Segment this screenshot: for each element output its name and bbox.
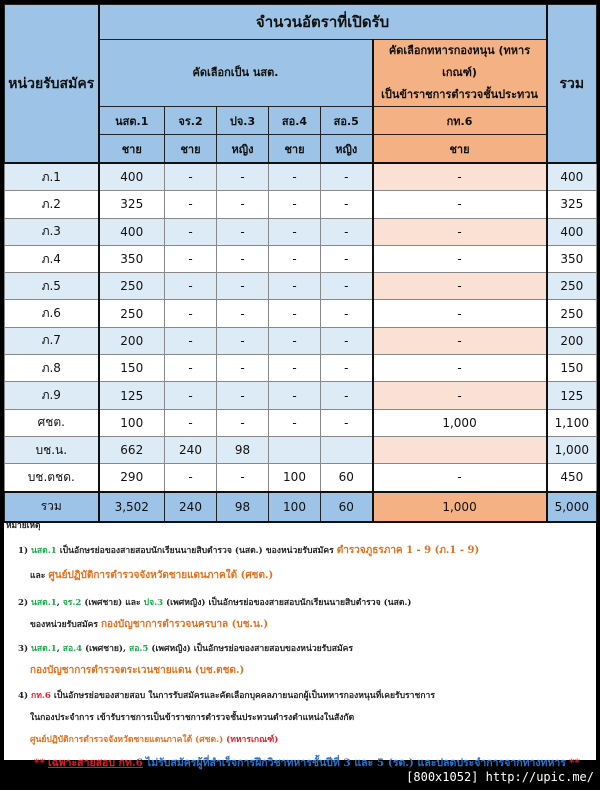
unit-cell: ภ.3 <box>5 218 99 245</box>
warning-text: ไม่รับสมัครผู้ที่สำเร็จการฝึกวิชาทหารชั้นปีที่ 3 และ 5 (รด.) และปลดประจำการจากทางทหาร <box>145 757 566 769</box>
value-cell: 60 <box>321 464 373 492</box>
note-code: จร.2 <box>62 598 82 608</box>
note-text: เป็นอักษรย่อของสายสอบ ในการรับสมัครและคัดเลือกบุคคลภายนอกผู้เป็นทหารกองหนุนที่เคยรับราชการ <box>53 691 435 701</box>
note-number: 2) <box>18 598 29 608</box>
table-row <box>5 163 597 191</box>
note-3-cont <box>30 663 244 678</box>
note-code: สอ.4 <box>62 644 83 654</box>
unit-cell: ภ.4 <box>5 245 99 272</box>
table-row <box>5 300 597 327</box>
value-cell: - <box>217 218 269 245</box>
note-text: เป็นอักษรย่อของสายสอบนักเรียนนายสิบตำรวจ (นสต.) ของหน่วยรับสมัคร <box>59 546 334 556</box>
value-cell: - <box>269 409 321 436</box>
totals-row <box>5 492 597 522</box>
value-cell: - <box>321 327 373 354</box>
value-cell: - <box>217 327 269 354</box>
table-row <box>5 218 597 245</box>
table-title: จำนวนอัตราที่เปิดรับ <box>99 5 547 40</box>
unit-cell: ภ.5 <box>5 273 99 300</box>
sex-header: หญิง <box>217 135 269 164</box>
value-cell: - <box>269 273 321 300</box>
group-kt-line1: คัดเลือกทหารกองหนุน (ทหารเกณฑ์) <box>388 44 531 79</box>
value-cell: - <box>373 273 547 300</box>
value-cell: - <box>373 464 547 492</box>
warning-label: เฉพาะสายสอบ กท.6 <box>47 757 143 769</box>
value-cell: - <box>217 409 269 436</box>
note-number: 3) <box>18 644 29 654</box>
value-cell: - <box>217 245 269 272</box>
value-cell: - <box>321 382 373 409</box>
note-number: 1) <box>18 546 29 556</box>
total-cell: 98 <box>217 492 269 522</box>
table-row <box>5 191 597 218</box>
grand-total-cell: 5,000 <box>547 492 597 522</box>
row-total-cell: 200 <box>547 327 597 354</box>
value-cell: - <box>321 245 373 272</box>
note-code: กท.6 <box>31 691 51 701</box>
code-header: ปจ.3 <box>217 107 269 135</box>
value-cell: 400 <box>99 218 165 245</box>
value-cell: - <box>165 245 217 272</box>
value-cell: - <box>373 163 547 191</box>
table-row <box>5 464 597 492</box>
table-row <box>5 355 597 382</box>
value-cell: - <box>165 409 217 436</box>
note-1-cont <box>30 568 273 583</box>
note-unit: กองบัญชาการตำรวจนครบาล (บช.น.) <box>100 619 269 630</box>
code-header: สอ.5 <box>321 107 373 135</box>
table-row <box>5 245 597 272</box>
asterisk-icon: ** <box>568 757 580 769</box>
sex-header: หญิง <box>321 135 373 164</box>
unit-cell: ภ.7 <box>5 327 99 354</box>
value-cell: - <box>321 273 373 300</box>
total-cell: 240 <box>165 492 217 522</box>
value-cell: 240 <box>165 436 217 463</box>
note-text: (เพศชาย), <box>85 644 126 654</box>
value-cell: - <box>321 218 373 245</box>
value-cell: - <box>269 163 321 191</box>
note-text: ในกองประจำการ เข้ารับราชการเป็นข้าราชการตำรวจชั้นประทวนดำรงตำแหน่งในสังกัด <box>30 713 355 723</box>
table-row <box>5 273 597 300</box>
asterisk-icon: ** <box>34 757 45 769</box>
note-number: 4) <box>18 691 29 701</box>
value-cell <box>321 436 373 463</box>
note-2: 2) นสต.1, จร.2 (เพศชาย) และ ปจ.3 (เพศหญิง) เป็นอักษรย่อของสายสอบนักเรียนนายสิบตำรวจ (นสต.) <box>18 598 412 608</box>
value-cell: - <box>217 300 269 327</box>
code-header: จร.2 <box>165 107 217 135</box>
value-cell: - <box>269 355 321 382</box>
note-tag: (ทหารเกณฑ์) <box>226 735 279 745</box>
value-cell <box>269 436 321 463</box>
unit-cell: ภ.8 <box>5 355 99 382</box>
quota-table <box>4 4 597 523</box>
value-cell: - <box>269 218 321 245</box>
value-cell: - <box>373 245 547 272</box>
value-cell: - <box>269 382 321 409</box>
row-total-cell: 1,100 <box>547 409 597 436</box>
row-total-cell: 350 <box>547 245 597 272</box>
notes-heading: หมายเหตุ <box>6 520 41 530</box>
note-4 <box>18 688 435 702</box>
row-total-cell: 400 <box>547 218 597 245</box>
row-total-cell: 150 <box>547 355 597 382</box>
value-cell: - <box>165 163 217 191</box>
note-2-cont <box>30 617 268 632</box>
value-cell: - <box>217 382 269 409</box>
value-cell: - <box>373 218 547 245</box>
unit-cell: ภ.9 <box>5 382 99 409</box>
value-cell: - <box>373 355 547 382</box>
note-unit: กองบัญชาการตำรวจตระเวนชายแดน (บช.ตชด.) <box>30 665 245 676</box>
sex-header: ชาย <box>373 135 547 164</box>
row-total-cell: 400 <box>547 163 597 191</box>
value-cell: - <box>321 191 373 218</box>
note-4-cont <box>30 710 354 724</box>
value-cell: - <box>373 327 547 354</box>
note-text: (เพศหญิง) เป็นอักษรย่อของสายสอบนักเรียนนายสิบตำรวจ (นสต.) <box>166 598 412 608</box>
value-cell: 98 <box>217 436 269 463</box>
unit-header: หน่วยรับสมัคร <box>5 5 99 164</box>
note-unit: ศูนย์ปฏิบัติการตำรวจจังหวัดชายแดนภาคใต้ (ศชต.) <box>48 570 274 581</box>
value-cell: - <box>321 163 373 191</box>
group-nsd-header: คัดเลือกเป็น นสต. <box>99 40 373 107</box>
unit-cell: ศชต. <box>5 409 99 436</box>
value-cell: 150 <box>99 355 165 382</box>
totals-label: รวม <box>5 492 99 522</box>
total-header: รวม <box>547 5 597 164</box>
value-cell: - <box>321 300 373 327</box>
group-kt-header <box>373 40 547 107</box>
total-cell: 3,502 <box>99 492 165 522</box>
value-cell: - <box>217 163 269 191</box>
table-row <box>5 382 597 409</box>
row-total-cell: 325 <box>547 191 597 218</box>
value-cell: - <box>165 382 217 409</box>
row-total-cell: 250 <box>547 300 597 327</box>
value-cell: - <box>373 300 547 327</box>
value-cell: - <box>217 273 269 300</box>
sex-header: ชาย <box>269 135 321 164</box>
sex-header: ชาย <box>99 135 165 164</box>
unit-cell: บช.ตชด. <box>5 464 99 492</box>
total-cell: 60 <box>321 492 373 522</box>
value-cell: 290 <box>99 464 165 492</box>
note-code: นสต.1 <box>31 644 57 654</box>
total-cell: 100 <box>269 492 321 522</box>
value-cell: - <box>269 300 321 327</box>
note-text: ของหน่วยรับสมัคร <box>30 620 98 630</box>
value-cell: 400 <box>99 163 165 191</box>
note-code: นสต.1 <box>31 546 57 556</box>
value-cell: - <box>217 191 269 218</box>
code-header: สอ.4 <box>269 107 321 135</box>
value-cell: - <box>165 218 217 245</box>
table-row <box>5 327 597 354</box>
value-cell <box>373 436 547 463</box>
value-cell: - <box>165 464 217 492</box>
total-cell: 1,000 <box>373 492 547 522</box>
note-code: นสต.1 <box>31 598 57 608</box>
value-cell: - <box>269 327 321 354</box>
value-cell: - <box>373 382 547 409</box>
unit-cell: ภ.6 <box>5 300 99 327</box>
value-cell: - <box>165 327 217 354</box>
value-cell: - <box>217 464 269 492</box>
note-code: ปจ.3 <box>143 598 164 608</box>
value-cell: - <box>165 355 217 382</box>
value-cell: - <box>269 245 321 272</box>
note-text: และ <box>30 571 46 581</box>
row-total-cell: 250 <box>547 273 597 300</box>
note-unit: ศูนย์ปฏิบัติการตำรวจจังหวัดชายแดนภาคใต้ (ศชต.) <box>30 735 224 745</box>
value-cell: 200 <box>99 327 165 354</box>
table-row <box>5 409 597 436</box>
document-page <box>4 4 596 769</box>
value-cell: - <box>321 355 373 382</box>
value-cell: 125 <box>99 382 165 409</box>
note-text: (เพศชาย) และ <box>84 598 141 608</box>
value-cell: 100 <box>99 409 165 436</box>
code-header: นสต.1 <box>99 107 165 135</box>
note-code: สอ.5 <box>128 644 149 654</box>
row-total-cell: 450 <box>547 464 597 492</box>
value-cell: - <box>217 355 269 382</box>
note-4-cont2 <box>30 732 278 746</box>
value-cell: 250 <box>99 273 165 300</box>
value-cell: - <box>321 409 373 436</box>
watermark: [800x1052] http://upic.me/ <box>406 770 594 784</box>
note-text: (เพศหญิง) เป็นอักษรย่อของสายสอบของหน่วยรับสมัคร <box>151 644 354 654</box>
code-header: กท.6 <box>373 107 547 135</box>
sex-header: ชาย <box>165 135 217 164</box>
value-cell: 325 <box>99 191 165 218</box>
unit-cell: ภ.2 <box>5 191 99 218</box>
value-cell: - <box>269 191 321 218</box>
unit-cell: บช.น. <box>5 436 99 463</box>
note-unit: ตำรวจภูธรภาค 1 - 9 (ภ.1 - 9) <box>336 545 480 556</box>
group-kt-line2: เป็นข้าราชการตำรวจชั้นประทวน <box>381 88 538 101</box>
note-1 <box>18 543 479 558</box>
value-cell: 1,000 <box>373 409 547 436</box>
value-cell: - <box>165 300 217 327</box>
value-cell: - <box>373 191 547 218</box>
value-cell: 662 <box>99 436 165 463</box>
value-cell: 100 <box>269 464 321 492</box>
row-total-cell: 125 <box>547 382 597 409</box>
value-cell: 350 <box>99 245 165 272</box>
table-row <box>5 436 597 463</box>
value-cell: - <box>165 273 217 300</box>
value-cell: 250 <box>99 300 165 327</box>
row-total-cell: 1,000 <box>547 436 597 463</box>
value-cell: - <box>165 191 217 218</box>
unit-cell: ภ.1 <box>5 163 99 191</box>
note-3: 3) นสต.1, สอ.4 (เพศชาย), สอ.5 (เพศหญิง) เป็นอักษรย่อของสายสอบของหน่วยรับสมัคร <box>18 644 354 654</box>
warning-line <box>34 754 580 771</box>
